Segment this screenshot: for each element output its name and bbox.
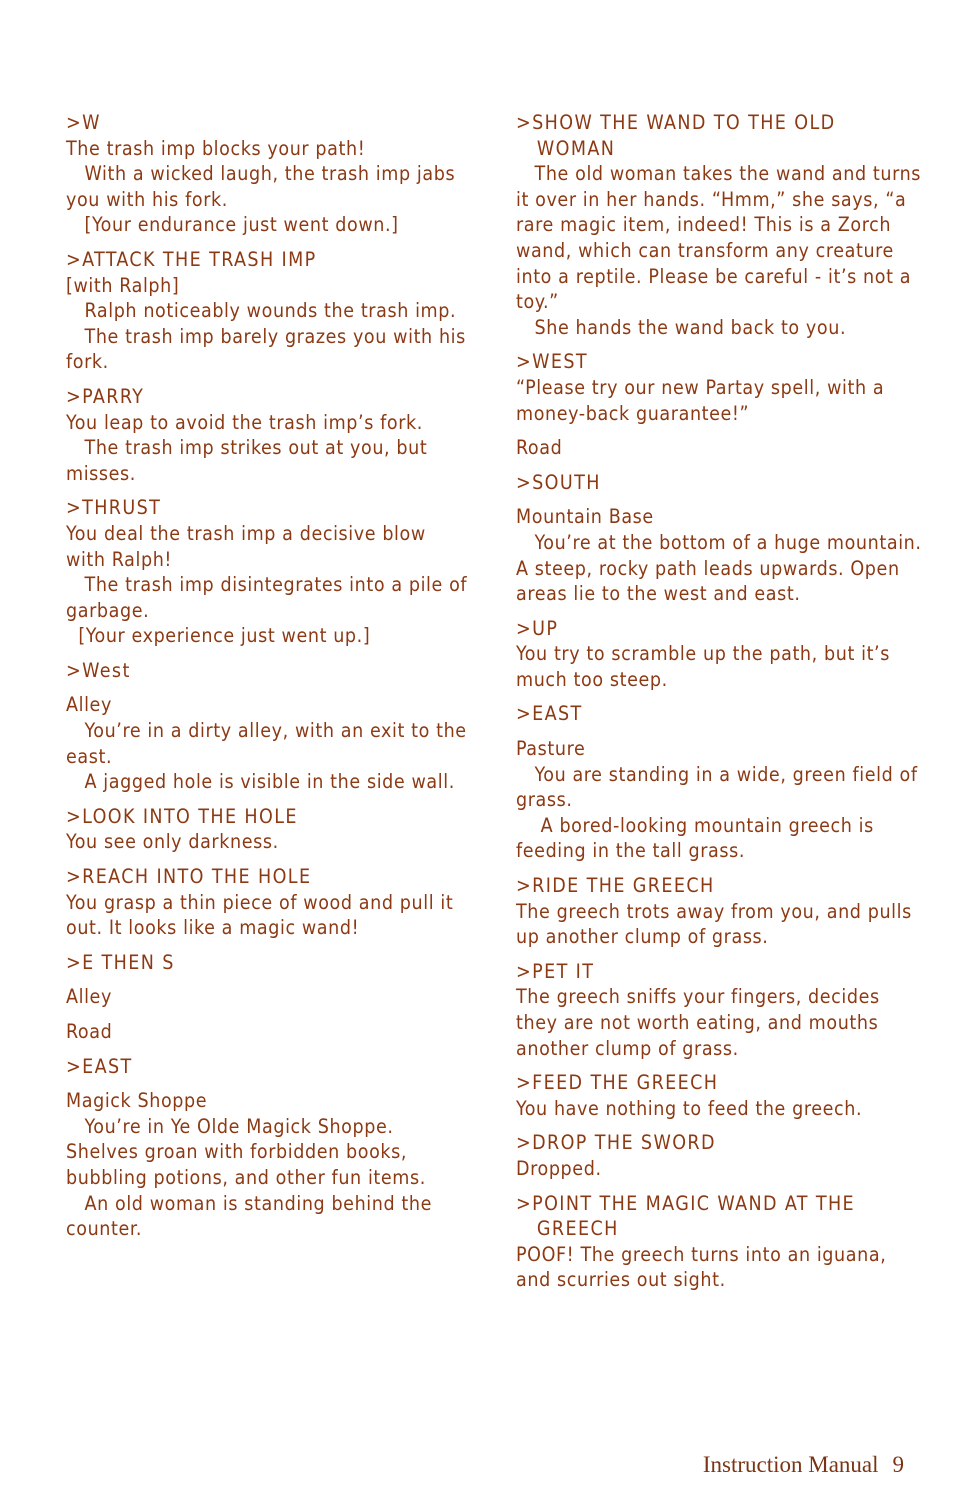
response-line: fork. <box>66 350 109 374</box>
command-line: >RIDE THE GREECH <box>516 874 715 898</box>
response-line: areas lie to the west and east. <box>516 582 801 606</box>
response-line: another clump of grass. <box>516 1036 739 1060</box>
transcript-block <box>516 873 916 950</box>
response-line: Shelves groan with forbidden books, <box>66 1140 408 1164</box>
transcript-block <box>66 1054 466 1080</box>
transcript-block <box>516 349 916 426</box>
command-line: >FEED THE GREECH <box>516 1071 719 1095</box>
response-line: A steep, rocky path leads upwards. Open <box>516 556 900 580</box>
response-line: Road <box>516 436 563 460</box>
response-line: east. <box>66 744 113 768</box>
footer-title: Instruction Manual <box>702 1452 879 1477</box>
response-line: Mountain Base <box>516 505 654 529</box>
response-line: An old woman is standing behind the <box>66 1191 433 1215</box>
response-line: wand, which can transform any creature <box>516 238 894 262</box>
response-line: they are not worth eating, and mouths <box>516 1011 879 1034</box>
response-line: You grasp a thin piece of wood and pull it <box>66 890 454 914</box>
response-line: You deal the trash imp a decisive blow <box>66 521 426 545</box>
transcript-block <box>516 470 916 496</box>
response-line: With a wicked laugh, the trash imp jabs <box>66 162 456 186</box>
transcript-block <box>516 1130 916 1181</box>
command-line: >ATTACK THE TRASH IMP <box>66 247 317 271</box>
response-line: You’re in a dirty alley, with an exit to the <box>66 719 467 743</box>
response-line: [Your experience just went up.] <box>66 624 371 648</box>
command-line: >SOUTH <box>516 470 601 494</box>
transcript-block <box>516 1070 916 1121</box>
right-column <box>516 110 922 1302</box>
page-number: 9 <box>892 1452 904 1477</box>
command-line: >UP <box>516 616 559 640</box>
response-line: and scurries out sight. <box>516 1268 726 1292</box>
response-line: out. It looks like a magic wand! <box>66 916 360 940</box>
response-line: You’re in Ye Olde Magick Shoppe. <box>66 1114 394 1138</box>
transcript-block <box>66 110 466 238</box>
response-line: it over in her hands. “Hmm,” she says, “a <box>516 187 907 211</box>
transcript-block <box>66 950 466 976</box>
transcript-block <box>66 804 466 855</box>
transcript-block <box>516 701 916 727</box>
command-line: >THRUST <box>66 496 162 520</box>
transcript-block <box>516 504 922 606</box>
response-line: The old woman takes the wand and turns <box>516 162 922 186</box>
transcript-block <box>516 959 916 1061</box>
transcript-block <box>66 1019 466 1045</box>
command-line: >PET IT <box>516 959 595 983</box>
response-line: The trash imp blocks your path! <box>66 136 366 160</box>
transcript-block <box>66 984 466 1010</box>
response-line: Pasture <box>516 737 586 761</box>
response-line: The trash imp barely grazes you with his <box>66 324 466 348</box>
response-line: you with his fork. <box>66 187 228 211</box>
response-line: Magick Shoppe <box>66 1089 208 1113</box>
response-line: “Please try our new Partay spell, with a <box>516 375 885 399</box>
response-line: You leap to avoid the trash imp’s fork. <box>66 410 423 434</box>
transcript-block <box>516 1191 916 1293</box>
transcript-block <box>66 864 466 941</box>
transcript-block <box>66 692 466 794</box>
response-line: counter. <box>66 1217 143 1241</box>
command-line: >West <box>66 658 131 682</box>
response-line: up another clump of grass. <box>516 925 769 949</box>
response-line: bubbling potions, and other fun items. <box>66 1165 426 1189</box>
response-line: You have nothing to feed the greech. <box>516 1096 863 1120</box>
command-line: >LOOK INTO THE HOLE <box>66 804 298 828</box>
response-line: [with Ralph] <box>66 273 180 297</box>
response-line: garbage. <box>66 598 150 622</box>
response-line: You are standing in a wide, green field of <box>516 762 918 786</box>
command-line: >PARRY <box>66 384 145 408</box>
command-line: >DROP THE SWORD <box>516 1131 716 1155</box>
response-line: Ralph noticeably wounds the trash imp. <box>66 299 457 323</box>
response-line: The trash imp strikes out at you, but <box>66 436 428 460</box>
transcript-block <box>66 1088 466 1242</box>
response-line: rare magic item, indeed! This is a Zorch <box>516 213 892 237</box>
command-line: >EAST <box>66 1054 133 1078</box>
response-line: She hands the wand back to you. <box>516 315 847 339</box>
command-line: >EAST <box>516 702 583 726</box>
transcript-block <box>516 435 916 461</box>
command-line: >W <box>66 111 101 134</box>
command-line: >E THEN S <box>66 950 175 974</box>
response-line: The greech sniffs your fingers, decides <box>516 985 880 1009</box>
response-line: much too steep. <box>516 667 668 691</box>
response-line: The trash imp disintegrates into a pile of <box>66 573 468 597</box>
response-line: You’re at the bottom of a huge mountain. <box>516 530 922 554</box>
left-column <box>66 110 466 1251</box>
command-line: >REACH INTO THE HOLE <box>66 865 312 889</box>
response-line: You see only darkness. <box>66 830 279 854</box>
command-line: >POINT THE MAGIC WAND AT THE GREECH <box>516 1191 856 1241</box>
transcript-block <box>66 247 466 375</box>
transcript-block <box>66 658 466 684</box>
transcript-block <box>66 495 466 649</box>
transcript-block <box>516 616 916 693</box>
response-line: Alley <box>66 693 112 717</box>
response-line: Alley <box>66 985 112 1009</box>
response-line: misses. <box>66 461 136 485</box>
response-line: toy.” <box>516 290 559 314</box>
page-footer <box>703 1452 904 1478</box>
response-line: The greech trots away from you, and pulls <box>516 899 912 923</box>
transcript-block <box>516 736 916 864</box>
response-line: feeding in the tall grass. <box>516 839 746 863</box>
response-line: A jagged hole is visible in the side wall. <box>66 770 455 794</box>
response-line: Road <box>66 1020 113 1043</box>
response-line: A bored-looking mountain greech is <box>516 813 874 837</box>
response-line: with Ralph! <box>66 547 173 571</box>
response-line: [Your endurance just went down.] <box>66 213 399 237</box>
command-line: >SHOW THE WAND TO THE OLD WOMAN <box>516 111 836 160</box>
response-line: Dropped. <box>516 1156 602 1180</box>
transcript-block <box>516 110 922 340</box>
response-line: POOF! The greech turns into an iguana, <box>516 1242 887 1266</box>
response-line: into a reptile. Please be careful - it’s not a <box>516 264 912 288</box>
response-line: money-back guarantee!” <box>516 401 750 425</box>
transcript-block <box>66 384 466 486</box>
command-line: >WEST <box>516 350 588 374</box>
response-line: grass. <box>516 788 573 812</box>
response-line: You try to scramble up the path, but it’s <box>516 642 890 666</box>
